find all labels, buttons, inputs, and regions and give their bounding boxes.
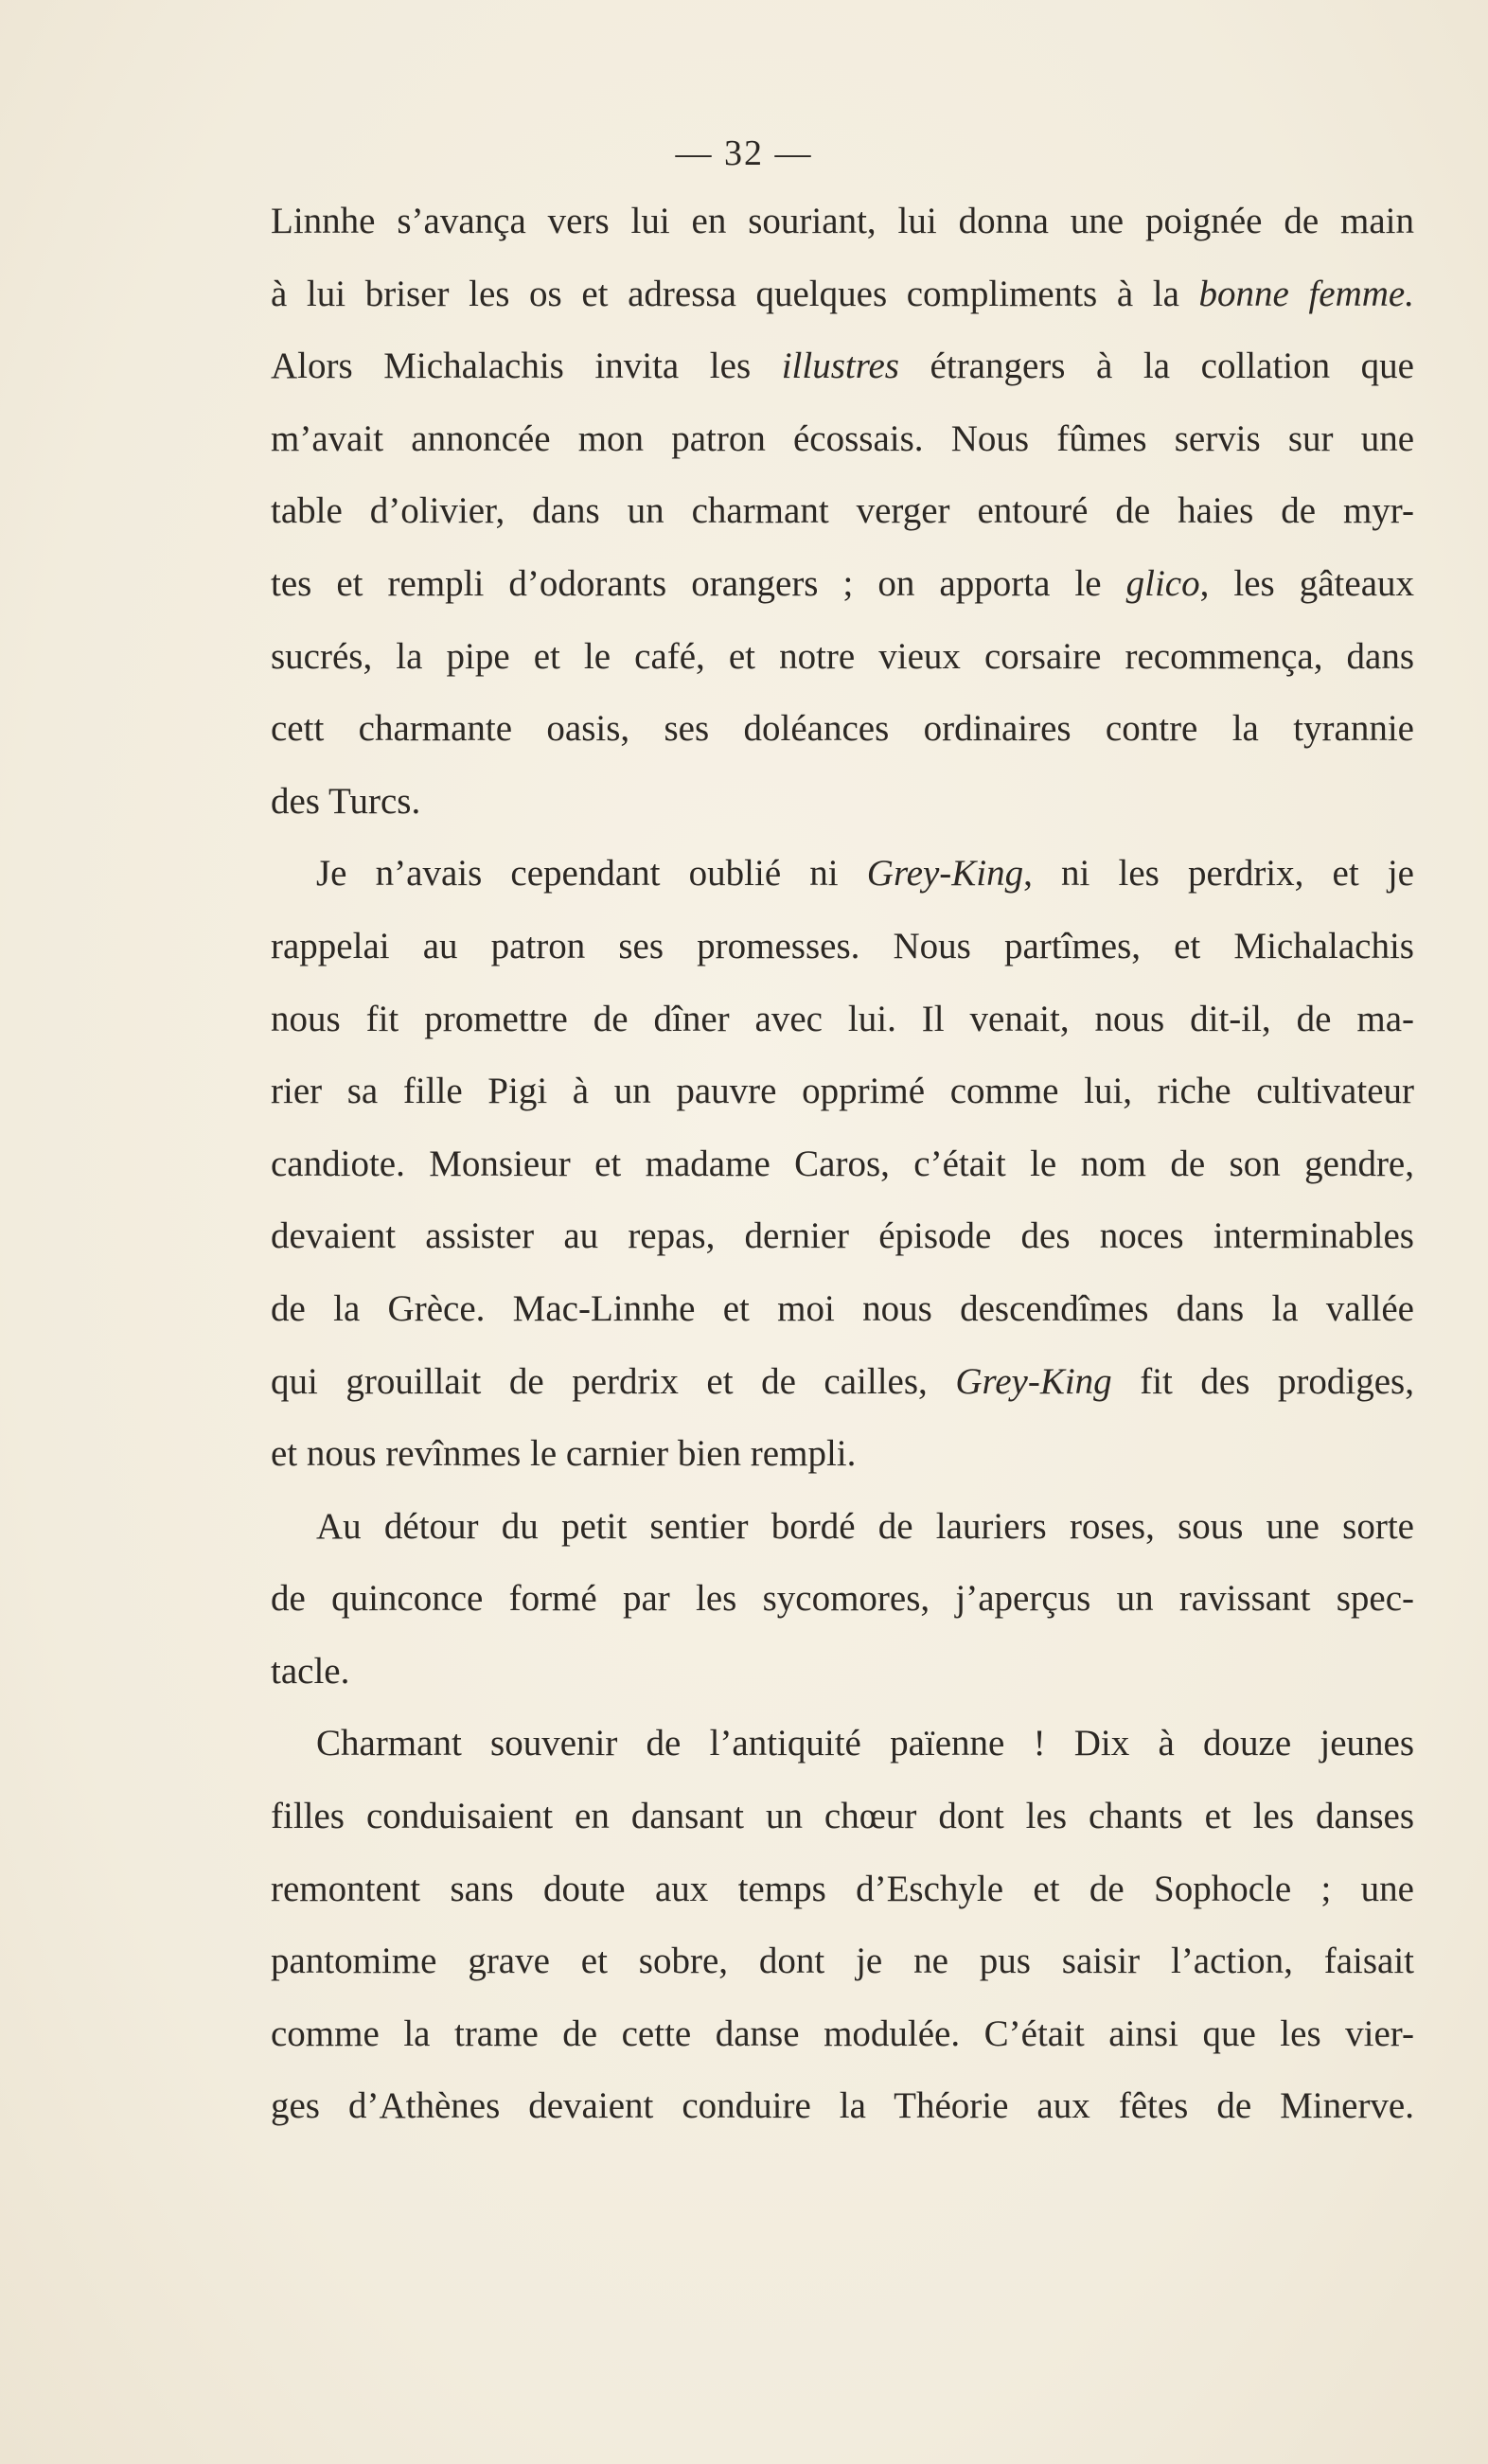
italic-text: glico xyxy=(1125,562,1200,604)
text-line xyxy=(271,693,1414,766)
text-line xyxy=(271,766,1414,839)
text-segment: rappelai au patron ses promesses. Nous partîmes, et Michalachis xyxy=(271,925,1414,966)
italic-text: bonne femme. xyxy=(1198,273,1414,314)
text-segment: candiote. Monsieur et madame Caros, c’était le nom de son gendre, xyxy=(271,1143,1414,1184)
text-segment: Alors Michalachis invita les xyxy=(271,346,782,387)
italic-text: Grey-King xyxy=(866,853,1024,895)
text-segment: de quinconce formé par les sycomores, j’aperçus un ravissant spec- xyxy=(271,1578,1414,1620)
text-segment: sucrés, la pipe et le café, et notre vieux corsaire recommença, dans xyxy=(271,635,1414,677)
text-segment: , ni les perdrix, et je xyxy=(1023,853,1414,895)
text-line xyxy=(271,475,1414,548)
text-line xyxy=(271,1273,1414,1346)
text-segment: comme la trame de cette danse modulée. C’était ainsi que les vier- xyxy=(271,2012,1414,2054)
text-segment: remontent sans doute aux temps d’Eschyle et de Sophocle ; une xyxy=(271,1868,1414,1909)
text-segment: table d’olivier, dans un charmant verger entouré de haies de myr- xyxy=(271,490,1414,532)
text-line xyxy=(271,911,1414,984)
text-segment: cett charmante oasis, ses doléances ordinaires contre la tyrannie xyxy=(271,708,1414,750)
text-line xyxy=(271,1491,1414,1564)
text-segment: , les gâteaux xyxy=(1199,562,1415,604)
text-segment: à lui briser les os et adressa quelques compliments à la xyxy=(271,273,1199,314)
text-line xyxy=(271,1563,1414,1636)
text-line xyxy=(271,1346,1414,1419)
text-line xyxy=(271,1925,1414,1998)
text-line xyxy=(271,1781,1414,1853)
italic-text: Grey-King xyxy=(955,1360,1112,1402)
text-segment: de la Grèce. Mac-Linnhe et moi nous descendîmes dans la vallée xyxy=(271,1287,1414,1329)
text-segment: tacle. xyxy=(271,1650,350,1692)
text-segment: des Turcs. xyxy=(271,780,421,822)
text-segment: Linnhe s’avança vers lui en souriant, lui donna une poignée de main xyxy=(271,201,1414,241)
text-segment: fit des prodiges, xyxy=(1111,1360,1414,1402)
text-line xyxy=(271,403,1414,476)
text-segment: filles conduisaient en dansant un chœur dont les chants et les danses xyxy=(271,1796,1414,1837)
italic-text: illustres xyxy=(781,346,899,387)
text-segment: qui grouillait de perdrix et de cailles, xyxy=(271,1360,956,1402)
text-segment: étrangers à la collation que xyxy=(898,346,1414,387)
text-segment: Au détour du petit sentier bordé de lauriers roses, sous une sorte xyxy=(316,1505,1414,1547)
text-line xyxy=(271,984,1414,1056)
text-line xyxy=(271,2070,1414,2143)
text-line xyxy=(271,548,1414,621)
text-segment: devaient assister au repas, dernier épisode des noces interminables xyxy=(271,1215,1414,1257)
text-line xyxy=(271,1418,1414,1491)
text-segment: tes et rempli d’odorants orangers ; on apporta le xyxy=(271,562,1126,604)
text-line xyxy=(271,1636,1414,1709)
text-segment: nous fit promettre de dîner avec lui. Il venait, nous dit-il, de ma- xyxy=(271,998,1414,1039)
text-segment: et nous revînmes le carnier bien rempli. xyxy=(271,1433,857,1475)
text-segment: rier sa fille Pigi à un pauvre opprimé comme lui, riche cultivateur xyxy=(271,1071,1414,1112)
page-number: — 32 — xyxy=(675,133,813,173)
text-line xyxy=(271,1128,1414,1201)
text-segment: m’avait annoncée mon patron écossais. Nous fûmes servis sur une xyxy=(271,417,1414,459)
text-line xyxy=(271,1853,1414,1926)
text-line xyxy=(271,838,1414,911)
text-line xyxy=(271,258,1414,331)
text-line xyxy=(271,1055,1414,1128)
text-line xyxy=(271,1708,1414,1781)
text-line xyxy=(271,1998,1414,2071)
text-line xyxy=(271,621,1414,694)
text-segment: ges d’Athènes devaient conduire la Théorie aux fêtes de Minerve. xyxy=(271,2085,1414,2127)
text-line xyxy=(271,330,1414,403)
text-line xyxy=(271,186,1414,258)
text-line xyxy=(271,1200,1414,1273)
body-text xyxy=(271,186,1414,2143)
text-segment: Charmant souvenir de l’antiquité païenne ! Dix à douze jeunes xyxy=(316,1723,1414,1764)
text-segment: Je n’avais cependant oublié ni xyxy=(316,853,867,895)
text-segment: pantomime grave et sobre, dont je ne pus saisir l’action, faisait xyxy=(271,1941,1414,1982)
